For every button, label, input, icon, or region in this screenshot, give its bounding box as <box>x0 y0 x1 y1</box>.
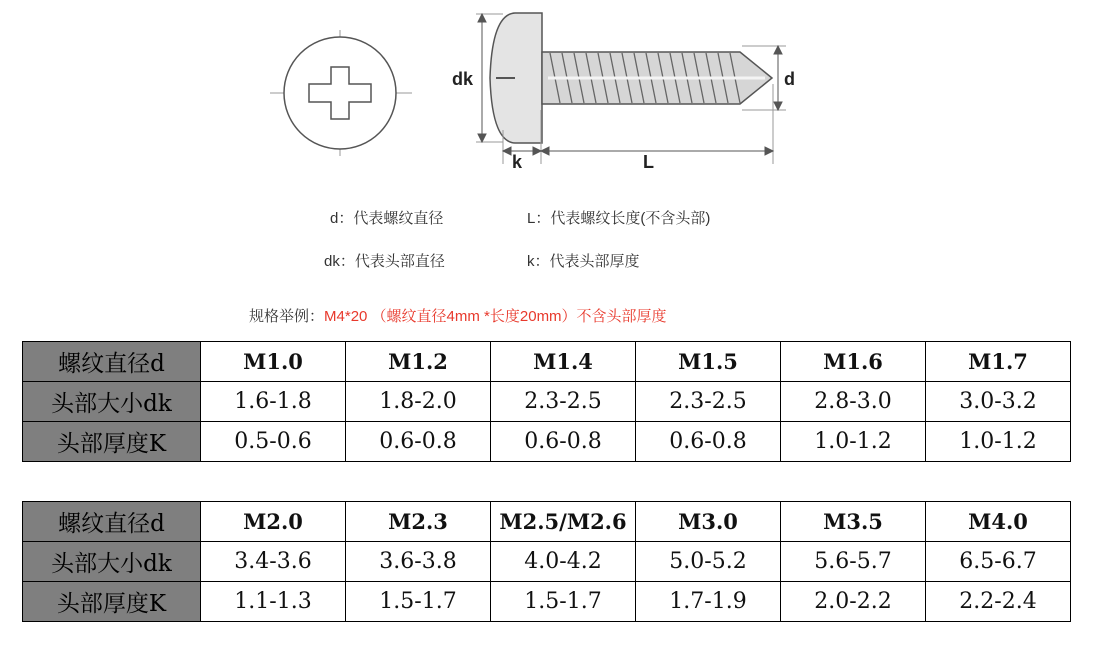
table-cell: 1.1-1.3 <box>201 582 346 622</box>
table-cell: 2.8-3.0 <box>781 382 926 422</box>
dim-label-L: L <box>643 152 654 172</box>
spec-table-1 <box>22 341 1071 462</box>
table-cell: M1.7 <box>926 342 1071 382</box>
legend-L: L：代表螺纹长度(不含头部) <box>527 210 711 227</box>
table-cell: 1.6-1.8 <box>201 382 346 422</box>
dim-label-k: k <box>512 152 523 172</box>
table-cell: 6.5-6.7 <box>926 542 1071 582</box>
table-row <box>23 342 1071 382</box>
table-cell: 0.6-0.8 <box>346 422 491 462</box>
table-cell: 1.7-1.9 <box>636 582 781 622</box>
table-cell: 4.0-4.2 <box>491 542 636 582</box>
table-cell: 5.0-5.2 <box>636 542 781 582</box>
legend-d: d：代表螺纹直径 <box>330 210 444 227</box>
spec-table-2 <box>22 501 1071 622</box>
table-cell: M2.3 <box>346 502 491 542</box>
table-cell: M1.4 <box>491 342 636 382</box>
screw-diagram <box>0 0 1096 240</box>
table-cell: 2.0-2.2 <box>781 582 926 622</box>
table-cell: 0.6-0.8 <box>491 422 636 462</box>
table-cell: M2.0 <box>201 502 346 542</box>
table-cell: 2.3-2.5 <box>636 382 781 422</box>
row-header: 头部厚度K <box>23 422 201 462</box>
table-cell: M3.5 <box>781 502 926 542</box>
table-cell: 0.5-0.6 <box>201 422 346 462</box>
table-cell: M1.2 <box>346 342 491 382</box>
spec-example-label: 规格举例： <box>249 308 325 325</box>
table-row <box>23 502 1071 542</box>
table-cell: 5.6-5.7 <box>781 542 926 582</box>
table-cell: M2.5/M2.6 <box>491 502 636 542</box>
table-row <box>23 382 1071 422</box>
table-cell: M1.0 <box>201 342 346 382</box>
legend-k: k：代表头部厚度 <box>527 253 640 270</box>
table-cell: M1.6 <box>781 342 926 382</box>
screw-head-top-view <box>270 30 412 156</box>
spec-example <box>249 305 667 326</box>
table-row <box>23 422 1071 462</box>
row-header: 头部大小dk <box>23 542 201 582</box>
dim-label-dk: dk <box>452 69 474 89</box>
table-cell: 1.8-2.0 <box>346 382 491 422</box>
table-cell: 1.5-1.7 <box>346 582 491 622</box>
table-cell: 1.0-1.2 <box>926 422 1071 462</box>
table-cell: 3.6-3.8 <box>346 542 491 582</box>
table-cell: 2.3-2.5 <box>491 382 636 422</box>
dim-label-d: d <box>784 69 795 89</box>
table-row <box>23 542 1071 582</box>
table-cell: M1.5 <box>636 342 781 382</box>
legend-dk: dk：代表头部直径 <box>324 253 445 270</box>
table-cell: 1.0-1.2 <box>781 422 926 462</box>
spec-example-value: M4*20 （螺纹直径4mm *长度20mm）不含头部厚度 <box>324 308 667 325</box>
row-header: 头部大小dk <box>23 382 201 422</box>
screw-side-view <box>490 13 772 143</box>
table-cell: 3.4-3.6 <box>201 542 346 582</box>
row-header: 螺纹直径d <box>23 502 201 542</box>
table-cell: 3.0-3.2 <box>926 382 1071 422</box>
row-header: 螺纹直径d <box>23 342 201 382</box>
table-cell: 2.2-2.4 <box>926 582 1071 622</box>
table-row <box>23 582 1071 622</box>
table-cell: M3.0 <box>636 502 781 542</box>
table-cell: 1.5-1.7 <box>491 582 636 622</box>
table-cell: 0.6-0.8 <box>636 422 781 462</box>
row-header: 头部厚度K <box>23 582 201 622</box>
table-cell: M4.0 <box>926 502 1071 542</box>
